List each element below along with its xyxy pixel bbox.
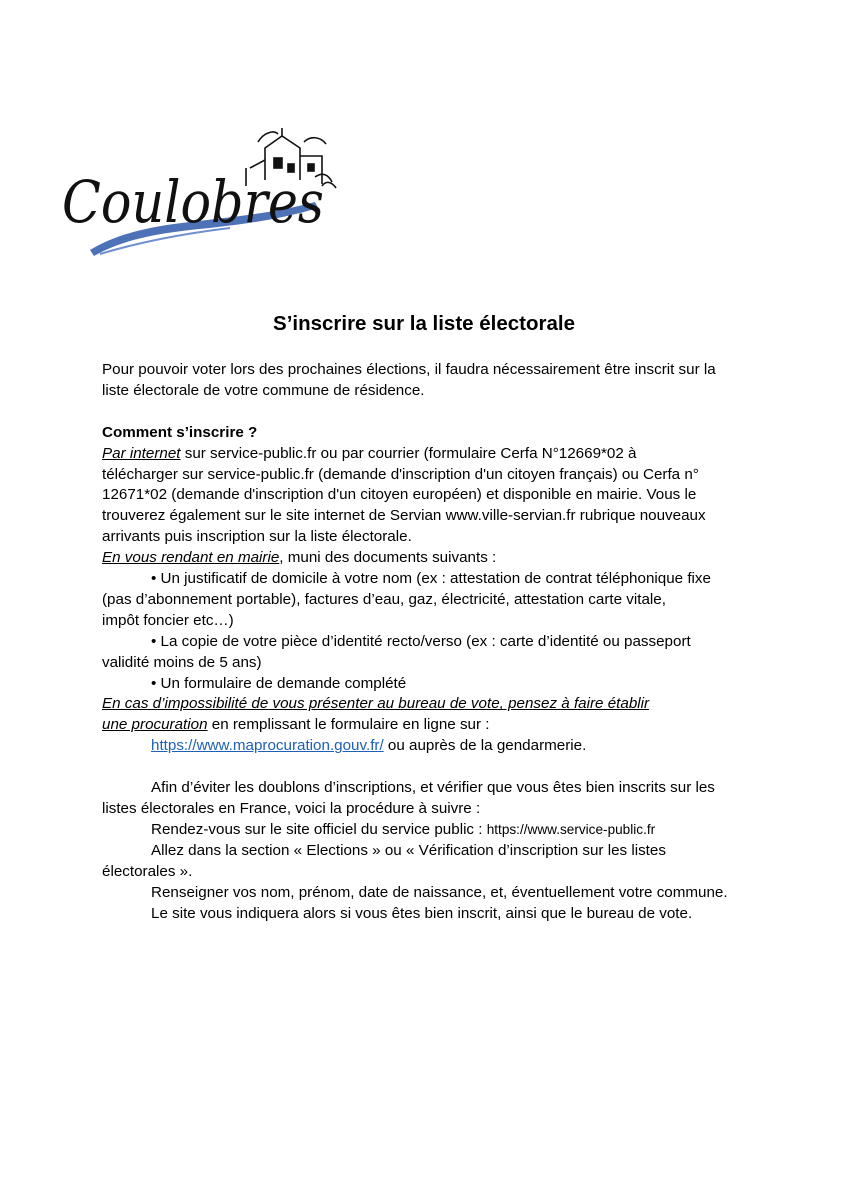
mairie-text: , muni des documents suivants : — [279, 549, 497, 567]
bullet-item-continued: impôt foncier etc…) — [102, 611, 234, 629]
maprocuration-link[interactable]: https://www.maprocuration.gouv.fr/ — [151, 737, 384, 755]
verify-line: listes électorales en France, voici la procédure à suivre : — [102, 800, 481, 817]
procuration-text: en remplissant le formulaire en ligne sur : — [207, 716, 490, 734]
verify-step: Renseigner vos nom, prénom, date de naissance, et, éventuellement votre commune. — [151, 883, 728, 901]
internet-line: télécharger sur service-public.fr (demande d'inscription d'un citoyen français) ou Cerfa n° — [102, 465, 699, 483]
verify-step: Le site vous indiquera alors si vous êtes bien inscrit, ainsi que le bureau de vote. — [151, 904, 693, 922]
mairie-line — [102, 548, 762, 569]
procuration-label: une procuration — [102, 716, 208, 734]
intro-line: Pour pouvoir voter lors des prochaines élections, il faudra nécessairement être inscrit sur la — [102, 361, 716, 378]
procuration-link-line — [102, 736, 762, 757]
verify-line: Afin d’éviter les doublons d’inscriptions, et vérifier que vous êtes bien inscrits sur les — [151, 779, 715, 797]
page-title: S’inscrire sur la liste électorale — [273, 312, 575, 335]
verify-step-text: Rendez-vous sur le site officiel du service public : — [151, 820, 487, 838]
internet-line: 12671*02 (demande d'inscription d'un citoyen européen) et disponible en mairie. Vous le — [102, 486, 697, 504]
document-body — [102, 360, 762, 924]
internet-label: Par internet — [102, 444, 181, 462]
procuration-link-text: ou auprès de la gendarmerie. — [383, 737, 587, 755]
bullet-item: • La copie de votre pièce d’identité recto/verso (ex : carte d’identité ou passeport — [151, 632, 691, 650]
internet-line — [102, 444, 762, 465]
section-heading: Comment s’inscrire ? — [102, 423, 258, 441]
procuration-line: En cas d’impossibilité de vous présenter au bureau de vote, pensez à faire établir — [102, 695, 650, 713]
logo-text: Coulobres — [62, 168, 324, 236]
mairie-label: En vous rendant en mairie — [102, 549, 280, 567]
verify-step-continued: électorales ». — [102, 862, 193, 880]
verify-step: Allez dans la section « Elections » ou « Vérification d’inscription sur les listes — [151, 841, 666, 859]
verify-step — [102, 820, 762, 841]
bullet-item: • Un formulaire de demande complété — [151, 674, 407, 692]
procuration-line — [102, 715, 762, 736]
internet-line-text: sur service-public.fr ou par courrier (formulaire Cerfa N°12669*02 à — [180, 444, 637, 462]
coulobres-logo — [60, 122, 340, 260]
bullet-item-continued: (pas d’abonnement portable), factures d’eau, gaz, électricité, attestation carte vitale, — [102, 590, 666, 608]
bullet-item-continued: validité moins de 5 ans) — [102, 653, 262, 671]
service-public-url: https://www.service-public.fr — [486, 821, 656, 837]
internet-line: arrivants puis inscription sur la liste électorale. — [102, 528, 412, 546]
bullet-item: • Un justificatif de domicile à votre nom (ex : attestation de contrat téléphonique fixe — [151, 570, 711, 588]
intro-line: liste électorale de votre commune de résidence. — [102, 381, 425, 399]
internet-line: trouverez également sur le site internet de Servian www.ville-servian.fr rubrique nouveaux — [102, 507, 706, 525]
